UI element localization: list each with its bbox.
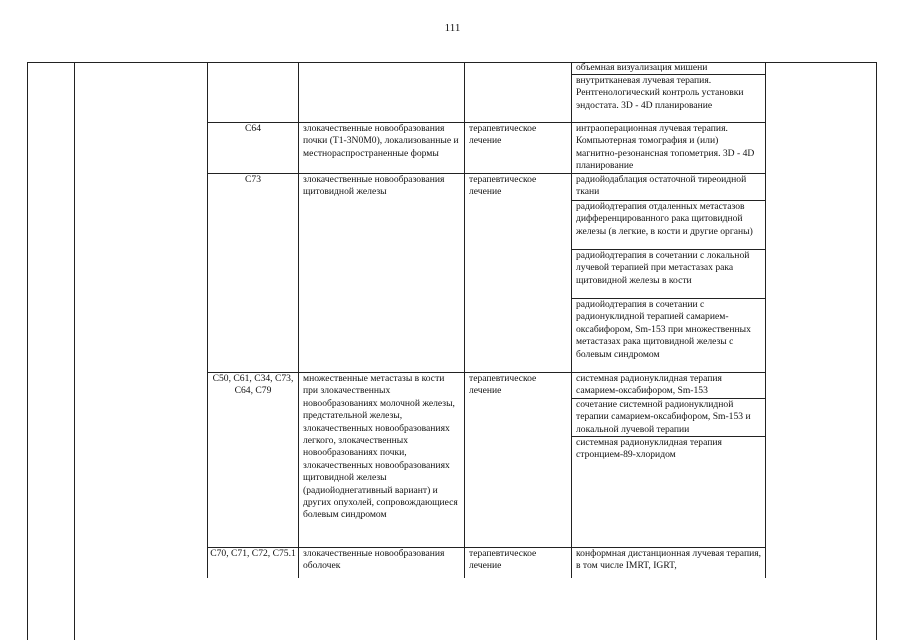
page-number: 111 [444,22,461,34]
method-cell: интраоперационная лучевая терапия. Компьютерная томография и (или) магнитно-резонансная топометрия. 3D - 4D планирование [576,123,755,172]
treatment-type-cell: терапевтическое лечение [469,548,537,572]
table-border-left [27,62,28,640]
table-divider-col6 [765,62,766,578]
icd-code-cell: C70, C71, C72, C75.1 [210,548,296,559]
method-cell: внутритканевая лучевая терапия. Рентгенологический контроль установки эндостата. 3D - 4D планирование [576,75,744,111]
bottom-rule [27,578,877,579]
icd-code-cell: C50, C61, C34, C73, C64, C79 [212,373,294,397]
method-cell: радиойодтерапия отдаленных метастазов дифференцированного рака щитовидной железы (в легкие, в кости и другие органы) [576,201,753,237]
diagnosis-cell: злокачественные новообразования почки (T1-3N0M0), локализованные и местнораспространенные формы [303,123,459,159]
treatment-type-cell: терапевтическое лечение [469,373,537,397]
icd-code-cell: C73 [245,174,261,185]
method-cell: системная радионуклидная терапия стронцием-89-хлоридом [576,437,722,461]
table-divider-col2 [207,62,208,578]
icd-code-cell: C64 [245,123,261,134]
treatment-type-cell: терапевтическое лечение [469,123,537,147]
table-border-right [876,62,877,640]
method-cell: объемная визуализация мишени [576,62,708,73]
method-cell: системная радионуклидная терапия самарием-оксабифором, Sm-153 [576,373,722,397]
treatment-type-cell: терапевтическое лечение [469,174,537,198]
table-divider-col1 [74,62,75,640]
method-cell: радиойодтерапия в сочетании с локальной лучевой терапией при метастазах рака щитовидной железы в кости [576,250,750,286]
method-cell: конформная дистанционная лучевая терапия, в том числе IMRT, IGRT, [576,548,762,572]
method-cell: сочетание системной радионуклидной терапии самарием-оксабифором, Sm-153 и локальной лучевой терапии [576,399,751,435]
diagnosis-cell: злокачественные новообразования оболочек [303,548,445,572]
table-divider-col4 [464,62,465,578]
table-divider-col3 [298,62,299,578]
method-cell: радиойодтерапия в сочетании с радионуклидной терапией самарием-оксабифором, Sm-153 при множественных метастазах рака щитовидной железы с болевым синдромом [576,299,751,360]
diagnosis-cell: множественные метастазы в кости при злокачественных новообразованиях молочной железы, предстательной железы, злокачественных новообразованиях легкого, злокачественных новообразованиях почки, злокачественных новообразованиях щитовидной железы (радиойоднегативный вариант) и других опухолей, сопровождающиеся болевым синдромом [303,373,458,521]
diagnosis-cell: злокачественные новообразования щитовидной железы [303,174,445,198]
method-cell: радиойодаблация остаточной тиреоидной ткани [576,174,747,198]
table-divider-col5 [571,62,572,578]
